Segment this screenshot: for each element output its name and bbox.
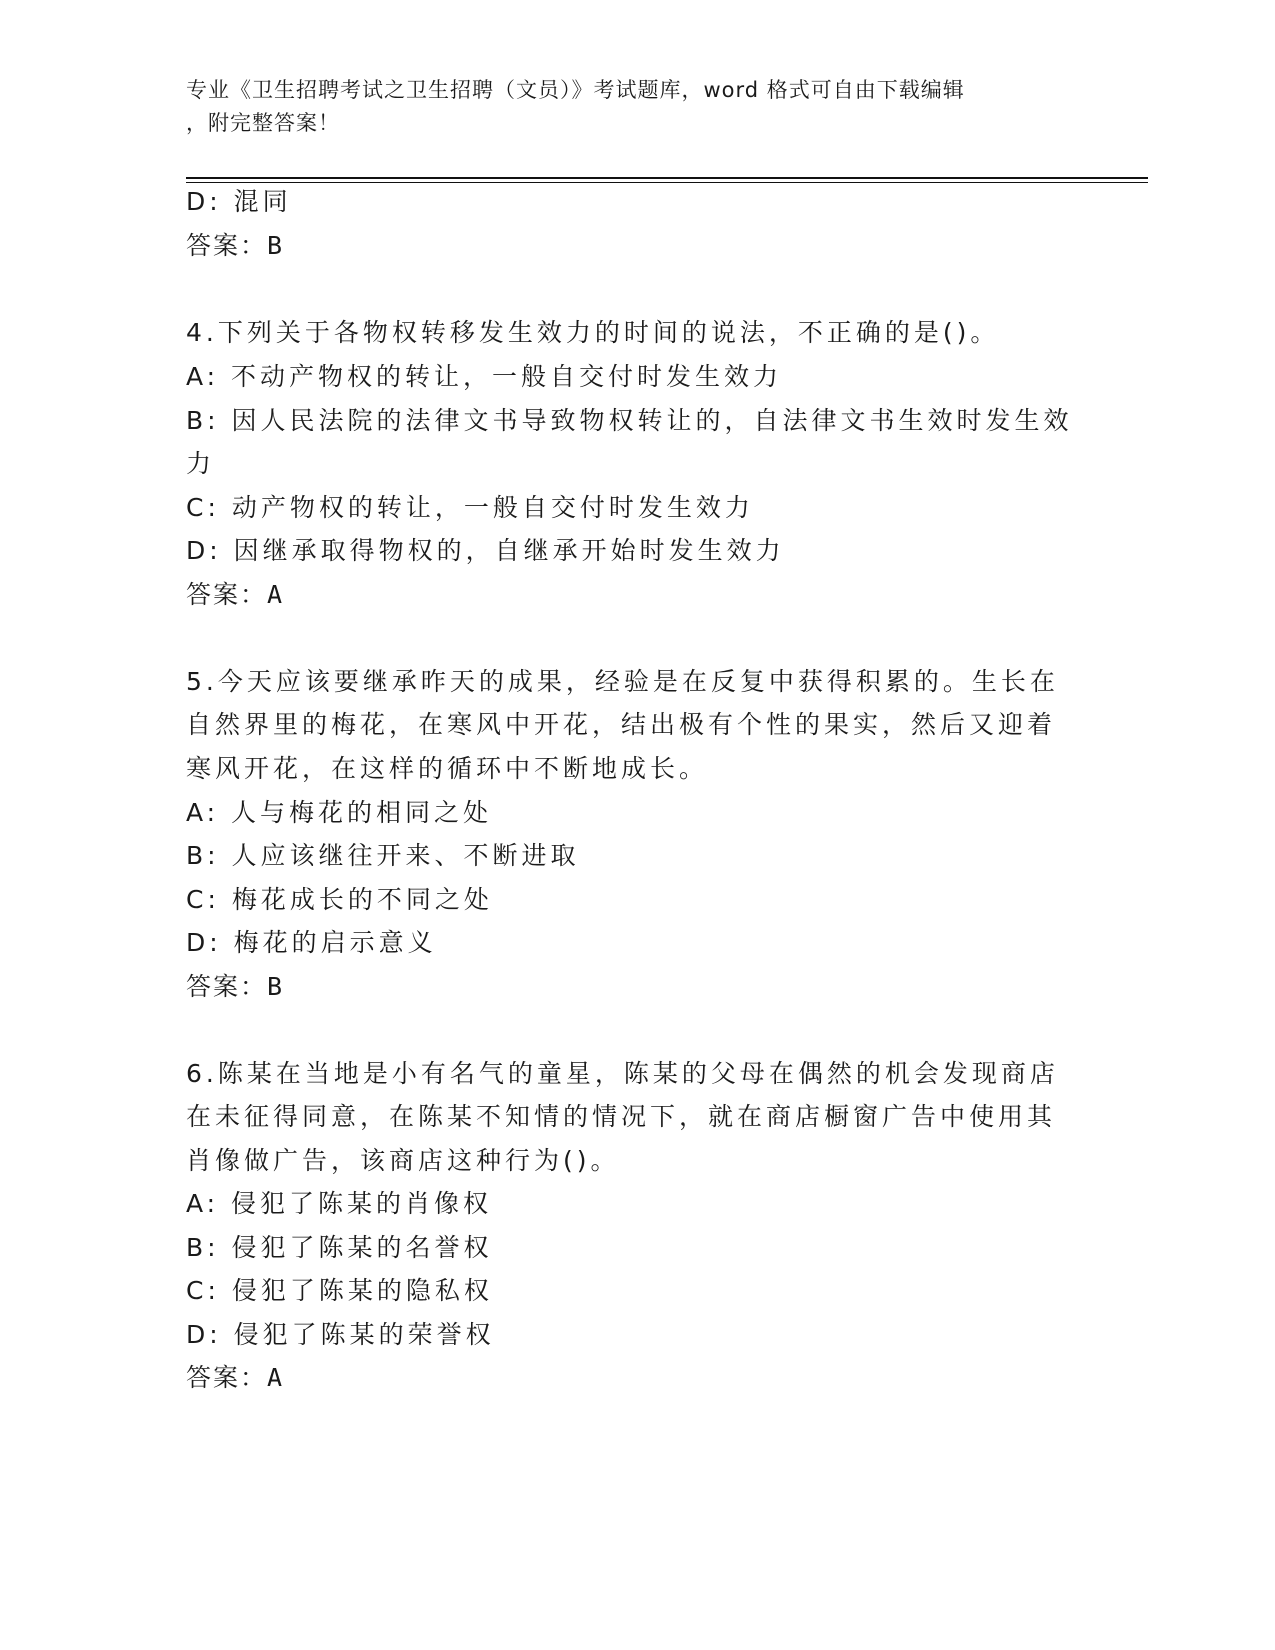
q4-answer	[186, 575, 283, 615]
q3-option-d: D: 混同	[186, 187, 292, 216]
q3-answer	[186, 226, 283, 266]
q6-option-d: D: 侵犯了陈某的荣誉权	[186, 1320, 495, 1349]
q5-stem-line-3: 寒风开花，在这样的循环中不断地成长。	[186, 754, 709, 783]
q4-option-d: D: 因继承取得物权的，自继承开始时发生效力	[186, 536, 785, 565]
header-rule-thin	[186, 182, 1148, 183]
answer-label: 答案：	[186, 972, 268, 1001]
q4-option-b-line-1: B: 因人民法院的法律文书导致物权转让的，自法律文书生效时发生效	[186, 406, 1073, 435]
answer-label: 答案：	[186, 1363, 268, 1392]
q5-option-c: C: 梅花成长的不同之处	[186, 885, 493, 914]
q5-stem-line-2: 自然界里的梅花，在寒风中开花，结出极有个性的果实，然后又迎着	[186, 710, 1057, 739]
q5-option-a: A: 人与梅花的相同之处	[186, 798, 493, 827]
answer-value: A	[267, 580, 284, 609]
header-rule-thick	[186, 177, 1148, 179]
q5-option-d: D: 梅花的启示意义	[186, 928, 437, 957]
answer-label: 答案：	[186, 580, 268, 609]
q6-stem-line-3: 肖像做广告，该商店这种行为()。	[186, 1146, 620, 1175]
answer-label: 答案：	[186, 231, 268, 260]
q6-stem-line-1: 6.陈某在当地是小有名气的童星，陈某的父母在偶然的机会发现商店	[186, 1059, 1059, 1088]
q4-option-c: C: 动产物权的转让，一般自交付时发生效力	[186, 493, 754, 522]
header-line-1: 专业《卫生招聘考试之卫生招聘（文员）》考试题库，word 格式可自由下载编辑	[186, 78, 965, 102]
q6-option-a: A: 侵犯了陈某的肖像权	[186, 1189, 493, 1218]
q5-stem-line-1: 5.今天应该要继承昨天的成果，经验是在反复中获得积累的。生长在	[186, 667, 1059, 696]
q4-option-b-line-2: 力	[186, 449, 216, 478]
q5-option-b: B: 人应该继往开来、不断进取	[186, 841, 580, 870]
q5-answer	[186, 967, 283, 1007]
q6-answer	[186, 1358, 283, 1398]
q4-stem: 4.下列关于各物权转移发生效力的时间的说法，不正确的是()。	[186, 318, 1000, 347]
q6-stem-line-2: 在未征得同意，在陈某不知情的情况下，就在商店橱窗广告中使用其	[186, 1102, 1057, 1131]
q6-option-c: C: 侵犯了陈某的隐私权	[186, 1276, 493, 1305]
q6-option-b: B: 侵犯了陈某的名誉权	[186, 1233, 493, 1262]
answer-value: B	[267, 231, 284, 260]
page-header	[186, 74, 1066, 140]
header-line-2: ，附完整答案！	[186, 111, 340, 135]
answer-value: A	[267, 1363, 284, 1392]
q4-option-a: A: 不动产物权的转让，一般自交付时发生效力	[186, 362, 783, 391]
answer-value: B	[267, 972, 284, 1001]
